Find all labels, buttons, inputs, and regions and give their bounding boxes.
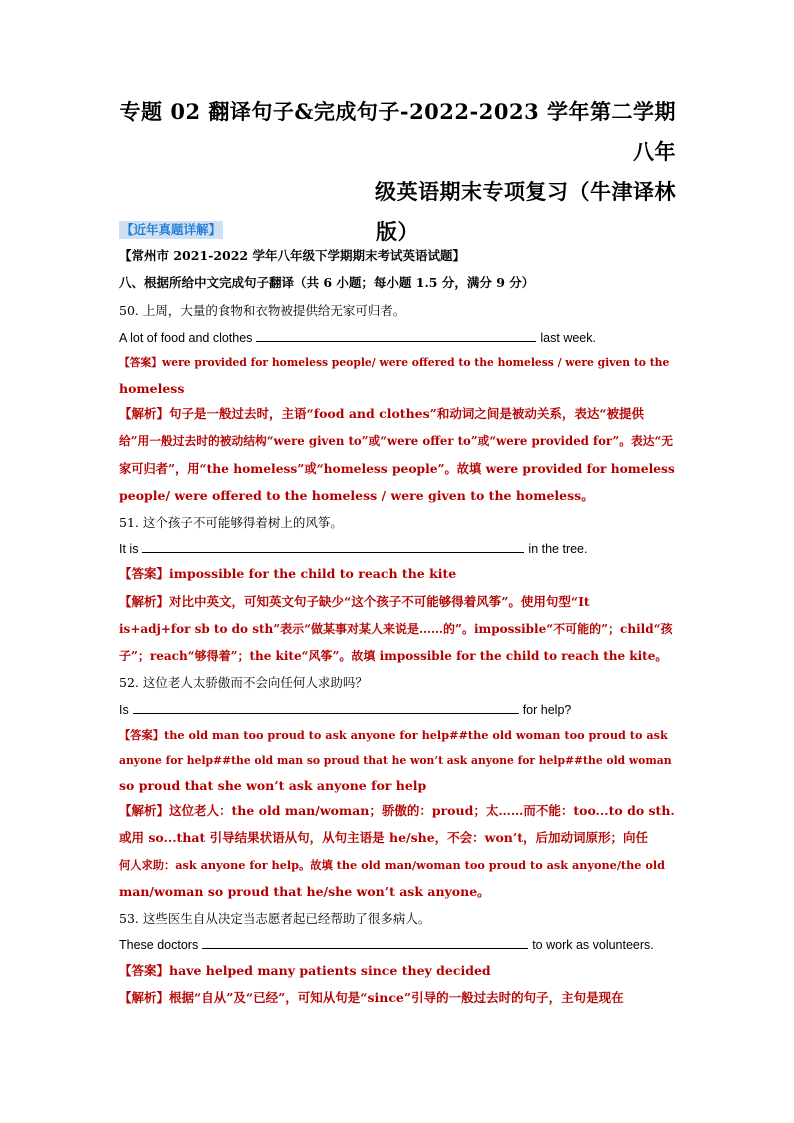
- q52-prompt: 52. 这位老人太骄傲而不会向任何人求助吗？: [119, 675, 368, 690]
- q50-sentence-start: A lot of food and clothes: [119, 331, 253, 345]
- q52-analysis-line-3: 何人求助：ask anyone for help。故填 the old man/woman too proud to ask anyone/the old: [119, 858, 666, 872]
- q52-sentence-start: Is: [119, 703, 129, 717]
- q50-sentence: [119, 325, 675, 351]
- q51-sentence-start: It is: [119, 542, 139, 556]
- q50-analysis-line-1: 【解析】句子是一般过去时，主语“food and clothes”和动词之间是被动关系，表达“被提供: [119, 406, 645, 421]
- q53-answer-line-1: 【答案】have helped many patients since they decided: [119, 963, 491, 978]
- q52-sentence-end: for help?: [522, 703, 572, 717]
- q52-answer-line-2: anyone for help##the old man so proud that he won’t ask anyone for help##the old woman: [119, 754, 672, 767]
- q51-answer-line-1: 【答案】impossible for the child to reach the kite: [119, 566, 457, 581]
- q52-answer-line-1: 【答案】the old man too proud to ask anyone for help##the old woman too proud to ask: [119, 728, 668, 742]
- q53-analysis-line-1: 【解析】根据“自从”及“已经”，可知从句是“since”引导的一般过去时的句子，主句是现在: [119, 990, 624, 1005]
- q53-prompt: 53. 这些医生自从决定当志愿者起已经帮助了很多病人。: [119, 911, 431, 926]
- q51-analysis-line-3: 子”；reach“够得着”；the kite“风筝”。故填 impossible for the child to reach the kite。: [119, 649, 668, 663]
- q50-analysis-line-2: 给”用一般过去时的被动结构“were given to”或“were offer to”或“were provided for”。表达“无: [119, 434, 674, 448]
- q53-sentence-end: to work as volunteers.: [532, 938, 654, 952]
- q52-analysis-line-2: 或用 so...that 引导结果状语从句，从句主语是 he/she，不会：won’t，后加动词原形；向任: [119, 830, 648, 845]
- q50-answer-line-1: 【答案】were provided for homeless people/ were offered to the homeless / were given to the: [119, 356, 670, 369]
- q52-analysis-line-1: 【解析】这位老人：the old man/woman；骄傲的：proud；太……而不能：too...to do sth.: [119, 803, 675, 818]
- q50-analysis-line-3: 家可归者”，用“the homeless”或“homeless people”。故填 were provided for homeless: [119, 461, 675, 476]
- q51-blank: [142, 538, 524, 553]
- q51-sentence-end: in the tree.: [528, 542, 588, 556]
- q52-sentence: [119, 697, 675, 723]
- title-line-2: 级英语期末专项复习（牛津译林: [375, 179, 676, 204]
- title-line-1: 专题 02 翻译句子&完成句子-2022-2023 学年第二学期八年: [119, 99, 676, 164]
- q50-answer-line-2: homeless: [119, 381, 185, 396]
- instruction: 八、根据所给中文完成句子翻译（共 6 小题；每小题 1.5 分，满分 9 分）: [119, 275, 535, 290]
- q52-analysis-line-4: man/woman so proud that he/she won’t ask anyone。: [119, 884, 490, 899]
- q51-analysis-line-1: 【解析】对比中英文，可知英文句子缺少“这个孩子不可能够得着风筝”。使用句型“It: [119, 594, 590, 609]
- q50-analysis-line-4: people/ were offered to the homeless / were given to the homeless。: [119, 488, 594, 503]
- q50-sentence-end: last week.: [540, 331, 596, 345]
- q53-sentence-start: These doctors: [119, 938, 199, 952]
- q50-blank: [256, 327, 536, 342]
- title-line-3: 版）: [376, 219, 419, 244]
- q52-blank: [133, 699, 519, 714]
- q53-blank: [202, 934, 528, 949]
- section-tag: 【近年真题详解】: [121, 222, 222, 237]
- section-heading: [119, 217, 675, 243]
- exam-title: 【常州市 2021-2022 学年八年级下学期期末考试英语试题】: [119, 248, 465, 263]
- q51-prompt: 51. 这个孩子不可能够得着树上的风筝。: [119, 515, 343, 530]
- q53-sentence: [119, 932, 675, 958]
- q51-analysis-line-2: is+adj+for sb to do sth”表示“做某事对某人来说是……的”。impossible“不可能的”；child“孩: [119, 622, 673, 636]
- q50-prompt: 50. 上周，大量的食物和衣物被提供给无家可归者。: [119, 303, 406, 318]
- q52-answer-line-3: so proud that she won’t ask anyone for help: [119, 778, 427, 793]
- q51-sentence: [119, 536, 675, 562]
